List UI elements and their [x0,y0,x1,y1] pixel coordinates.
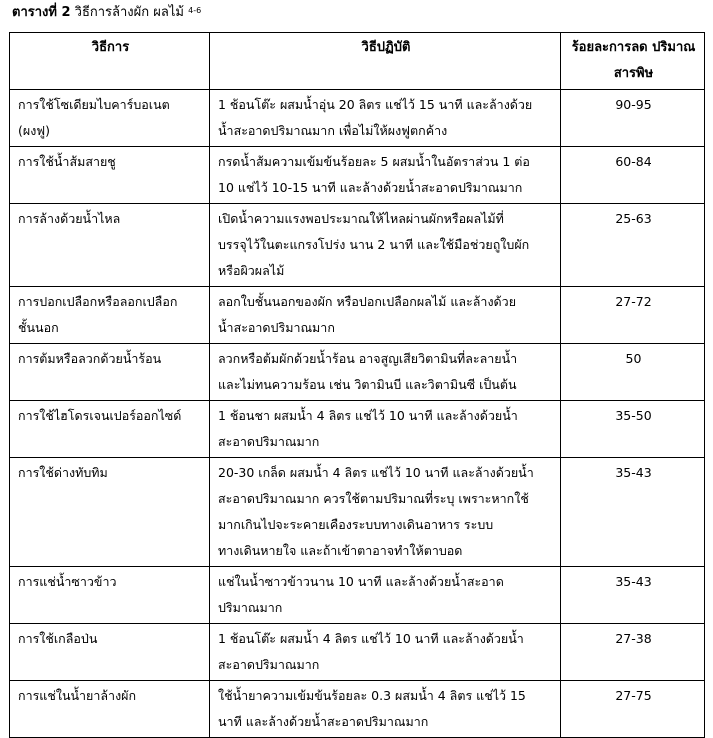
cell-method [10,401,210,458]
method-text-line: การใช้ไฮโดรเจนเปอร์ออกไซด์ [18,408,182,423]
caption-label: ตารางที่ 2 [12,5,71,20]
cell-method [10,567,210,624]
cell-reduction-percent: 27-38 [561,624,705,681]
cell-reduction-percent: 90-95 [561,90,705,147]
procedure-text-line: มากเกินไปจะระคายเคืองระบบทางเดินอาหาร ระบบ [218,517,494,532]
procedure-text-line: แช่ในน้ำซาวข้าวนาน 10 นาที และล้างด้วยน้ำสะอาด [218,574,504,589]
table-row [10,681,705,738]
cell-method [10,204,210,287]
procedure-text-line: 20-30 เกล็ด ผสมน้ำ 4 ลิตร แช่ไว้ 10 นาที และล้างด้วยน้ำ [218,465,534,480]
table-row [10,147,705,204]
cell-reduction-percent: 50 [561,344,705,401]
cell-procedure [210,147,561,204]
method-text-line: การปอกเปลือกหรือลอกเปลือก [18,294,178,309]
cell-reduction-percent: 35-43 [561,567,705,624]
procedure-text-line: สะอาดปริมาณมาก [218,434,320,449]
method-text-line: การล้างด้วยน้ำไหล [18,211,121,226]
caption-reference: 4-6 [188,6,202,15]
table-row [10,567,705,624]
table-row [10,344,705,401]
cell-method [10,147,210,204]
cell-procedure [210,567,561,624]
cell-reduction-percent: 35-50 [561,401,705,458]
method-text-line: การแช่ในน้ำยาล้างผัก [18,688,137,703]
cell-procedure [210,344,561,401]
procedure-text-line: หรือผิวผลไม้ [218,263,285,278]
cell-procedure [210,624,561,681]
table-body [10,90,705,738]
cell-method [10,624,210,681]
cell-procedure [210,401,561,458]
cell-method [10,681,210,738]
procedure-text-line: 1 ช้อนโต๊ะ ผสมน้ำอุ่น 20 ลิตร แช่ไว้ 15 นาที และล้างด้วย [218,97,533,112]
cell-method [10,458,210,567]
procedure-text-line: ทางเดินหายใจ และถ้าเข้าตาอาจทำให้ตาบอด [218,543,463,558]
header-procedure: วิธีปฏิบัติ [210,33,561,90]
method-text-line: การใช้ด่างทับทิม [18,465,108,480]
table-row [10,401,705,458]
procedure-text-line: บรรจุไว้ในตะแกรงโปร่ง นาน 2 นาที และใช้มือช่วยถูใบผัก [218,237,530,252]
table-row [10,458,705,567]
method-text-line: ชั้นนอก [18,320,59,335]
table-caption [12,4,201,22]
cell-reduction-percent: 35-43 [561,458,705,567]
cell-procedure [210,458,561,567]
method-text-line: การใช้โซเดียมไบคาร์บอเนต [18,97,170,112]
procedure-text-line: นาที และล้างด้วยน้ำสะอาดปริมาณมาก [218,714,429,729]
procedure-text-line: น้ำสะอาดปริมาณมาก เพื่อไม่ให้ผงฟูตกค้าง [218,123,448,138]
cell-procedure [210,90,561,147]
cell-method [10,90,210,147]
procedure-text-line: ใช้น้ำยาความเข้มข้นร้อยละ 0.3 ผสมน้ำ 4 ลิตร แช่ไว้ 15 [218,688,526,703]
procedure-text-line: 1 ช้อนชา ผสมน้ำ 4 ลิตร แช่ไว้ 10 นาที และล้างด้วยน้ำ [218,408,518,423]
method-text-line: การแช่น้ำซาวข้าว [18,574,117,589]
procedure-text-line: เปิดน้ำความแรงพอประมาณให้ไหลผ่านผักหรือผลไม้ที่ [218,211,504,226]
method-text-line: การใช้น้ำส้มสายชู [18,154,116,169]
cell-procedure [210,681,561,738]
header-reduction-line-2: ปริมาณสารพิษ [613,40,696,81]
table-row [10,204,705,287]
method-text-line: การใช้เกลือป่น [18,631,98,646]
cell-procedure [210,204,561,287]
procedure-text-line: 10 แช่ไว้ 10-15 นาที และล้างด้วยน้ำสะอาดปริมาณมาก [218,180,523,195]
procedure-text-line: สะอาดปริมาณมาก [218,657,320,672]
procedure-text-line: 1 ช้อนโต๊ะ ผสมน้ำ 4 ลิตร แช่ไว้ 10 นาที และล้างด้วยน้ำ [218,631,524,646]
header-reduction-line-1: ร้อยละการลด [571,40,648,55]
method-text-line: (ผงฟู) [18,123,51,138]
procedure-text-line: กรดน้ำส้มความเข้มข้นร้อยละ 5 ผสมน้ำในอัตราส่วน 1 ต่อ [218,154,530,169]
cell-reduction-percent: 27-75 [561,681,705,738]
cell-reduction-percent: 27-72 [561,287,705,344]
cell-method [10,287,210,344]
table-row [10,624,705,681]
table-header-row [10,33,705,90]
procedure-text-line: ลวกหรือต้มผักด้วยน้ำร้อน อาจสูญเสียวิตามินที่ละลายน้ำ [218,351,518,366]
table-row [10,287,705,344]
procedure-text-line: น้ำสะอาดปริมาณมาก [218,320,335,335]
procedure-text-line: ปริมาณมาก [218,600,283,615]
procedure-text-line: ลอกใบชั้นนอกของผัก หรือปอกเปลือกผลไม้ และล้างด้วย [218,294,517,309]
method-text-line: การต้มหรือลวกด้วยน้ำร้อน [18,351,162,366]
cell-reduction-percent: 60-84 [561,147,705,204]
table-row [10,90,705,147]
cell-reduction-percent: 25-63 [561,204,705,287]
procedure-text-line: และไม่ทนความร้อน เช่น วิตามินบี และวิตามินซี เป็นต้น [218,377,517,392]
cell-method [10,344,210,401]
procedure-text-line: สะอาดปริมาณมาก ควรใช้ตามปริมาณที่ระบุ เพราะหากใช้ [218,491,529,506]
header-reduction [561,33,705,90]
header-method: วิธีการ [10,33,210,90]
caption-text: วิธีการล้างผัก ผลไม้ [74,5,184,20]
cell-procedure [210,287,561,344]
cleaning-methods-table [9,32,705,738]
